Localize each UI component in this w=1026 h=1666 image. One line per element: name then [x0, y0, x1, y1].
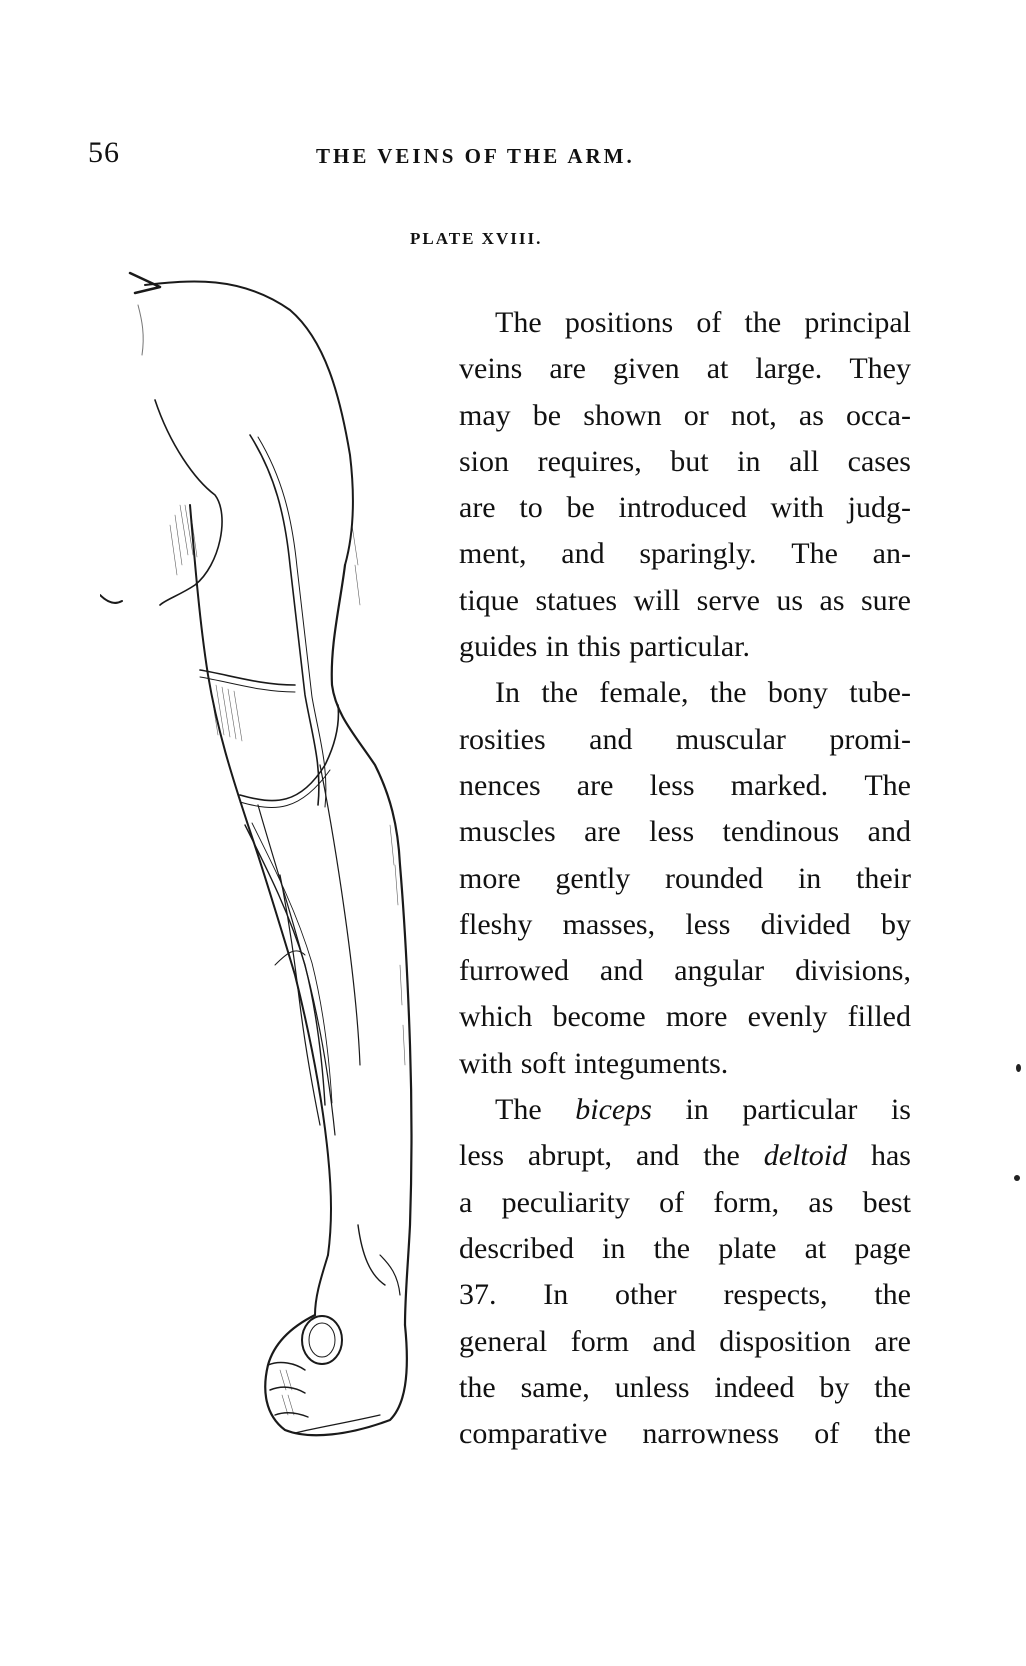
word: with	[770, 491, 824, 525]
word: the	[744, 306, 782, 339]
word: principal	[804, 306, 911, 339]
word: tique	[459, 583, 519, 617]
word: plate	[718, 1231, 777, 1265]
word: comparative	[459, 1417, 608, 1451]
word: of	[696, 306, 722, 339]
word: muscles	[459, 815, 556, 849]
word: general	[459, 1324, 548, 1358]
word: occa-	[846, 398, 911, 432]
word: The	[791, 537, 838, 571]
word: filled	[847, 1000, 911, 1034]
word: more	[665, 1000, 728, 1034]
word: tendinous	[722, 815, 840, 849]
word: sparingly.	[639, 537, 757, 571]
word: narrowness	[642, 1417, 780, 1451]
word: furrowed	[459, 954, 569, 988]
running-head: THE VEINS OF THE ARM.	[316, 144, 635, 168]
word: their	[855, 861, 911, 895]
word: In	[543, 1278, 569, 1312]
word: less	[685, 907, 731, 941]
word: statues	[535, 583, 618, 617]
word: us	[776, 583, 804, 617]
word: peculiarity	[501, 1185, 630, 1219]
word: shown	[583, 398, 662, 432]
word: evenly	[747, 1000, 828, 1034]
word: in	[602, 1231, 626, 1265]
word: but	[670, 444, 709, 478]
word: less	[459, 1139, 504, 1173]
text-line	[459, 902, 911, 948]
word: soft	[520, 1046, 566, 1080]
inner-arm-contour	[190, 505, 331, 1255]
word: angular	[674, 954, 765, 988]
word: masses,	[562, 907, 656, 941]
word: in	[685, 1093, 709, 1127]
word: biceps	[575, 1093, 652, 1127]
word: and	[652, 1324, 696, 1358]
word: unless	[614, 1370, 690, 1404]
word: are	[576, 768, 614, 802]
word: particular	[742, 1093, 858, 1127]
word: indeed	[714, 1370, 795, 1404]
word: as	[798, 398, 824, 432]
word: guides	[459, 630, 538, 664]
word: the	[703, 1139, 740, 1173]
word: by	[880, 907, 911, 941]
word: divided	[760, 907, 851, 941]
outer-arm-contour	[332, 565, 412, 1325]
word: 37.	[459, 1278, 497, 1312]
word: the	[874, 1370, 911, 1404]
text-line	[459, 485, 911, 531]
word: in	[737, 444, 761, 478]
word: other	[615, 1278, 677, 1312]
word: The	[495, 306, 542, 339]
word: tube-	[849, 676, 911, 710]
text-line	[459, 948, 911, 994]
chest-contour	[155, 400, 222, 605]
word: and	[867, 815, 911, 849]
word: become	[552, 1000, 646, 1034]
word: or	[683, 398, 709, 432]
word: large.	[755, 352, 823, 386]
word: less	[649, 815, 695, 849]
text-line	[459, 346, 911, 392]
page-number: 56	[88, 136, 120, 169]
word: sure	[860, 583, 911, 617]
word: respects,	[723, 1278, 828, 1312]
cephalic-vein	[250, 435, 319, 805]
word: at	[706, 352, 729, 386]
word: rosities	[459, 722, 546, 756]
word: to	[519, 491, 543, 525]
text-line	[459, 439, 911, 485]
text-line	[459, 1411, 911, 1457]
word: has	[870, 1139, 911, 1173]
word: given	[613, 352, 680, 386]
word: of	[814, 1417, 840, 1451]
word: at	[804, 1231, 827, 1265]
word: described	[459, 1231, 574, 1265]
median-branch	[200, 670, 295, 685]
word: be	[532, 398, 562, 432]
word: and	[599, 954, 644, 988]
forearm-vein-3	[320, 765, 360, 1065]
word: requires,	[537, 444, 642, 478]
word: will	[633, 583, 681, 617]
text-line	[459, 856, 911, 902]
wrist-contour	[315, 1255, 328, 1315]
text-line	[459, 300, 911, 346]
word: all	[789, 444, 820, 478]
text-line	[459, 1272, 911, 1318]
word: of	[659, 1185, 685, 1219]
word: disposition	[719, 1324, 851, 1358]
text-line	[459, 1041, 911, 1087]
word: same,	[520, 1370, 590, 1404]
word: are	[459, 491, 496, 525]
word: positions	[564, 306, 674, 339]
text-line	[459, 531, 911, 577]
text-line	[459, 1319, 911, 1365]
word: particular.	[629, 630, 750, 664]
word: is	[890, 1093, 911, 1127]
arm-veins-illustration	[100, 265, 450, 1455]
word: nences	[459, 768, 541, 802]
word: by	[819, 1370, 850, 1404]
text-line	[459, 809, 911, 855]
word: marked.	[730, 768, 829, 802]
word: a	[459, 1185, 473, 1219]
text-line	[459, 670, 911, 716]
word: gently	[555, 861, 631, 895]
word: as	[808, 1185, 834, 1219]
text-line	[459, 624, 911, 670]
text-line	[459, 1226, 911, 1272]
ink-speck	[1016, 1064, 1021, 1072]
text-line	[459, 578, 911, 624]
word: are	[874, 1324, 911, 1358]
word: The	[495, 1093, 542, 1127]
word: deltoid	[763, 1139, 848, 1173]
word: are	[549, 352, 586, 386]
word: are	[584, 815, 621, 849]
text-line	[459, 393, 911, 439]
word: an-	[872, 537, 911, 571]
word: the	[709, 676, 747, 710]
text-line	[459, 1133, 911, 1179]
text-line	[459, 763, 911, 809]
word: be	[566, 491, 595, 525]
word: form	[570, 1324, 630, 1358]
text-line	[459, 1087, 911, 1133]
word: the	[653, 1231, 691, 1265]
word: introduced	[618, 491, 747, 525]
text-line	[459, 717, 911, 763]
word: the	[459, 1370, 496, 1404]
word: abrupt,	[527, 1139, 613, 1173]
word: in	[797, 861, 822, 895]
word: which	[459, 1000, 533, 1034]
word: form,	[713, 1185, 780, 1219]
word: muscular	[675, 722, 786, 756]
word: ment,	[459, 537, 527, 571]
word: best	[862, 1185, 911, 1219]
plate-title: PLATE XVIII.	[410, 229, 543, 248]
word: divisions,	[795, 954, 911, 988]
word: more	[459, 861, 521, 895]
word: with	[459, 1046, 513, 1080]
word: and	[635, 1139, 680, 1173]
word: promi-	[829, 722, 911, 756]
word: cases	[847, 444, 911, 478]
word: in	[545, 630, 570, 664]
word: the	[541, 676, 579, 710]
word: rounded	[664, 861, 764, 895]
word: the	[874, 1417, 911, 1451]
word: may	[459, 398, 511, 432]
word: In	[495, 676, 520, 710]
word: female,	[599, 676, 689, 710]
word: as	[819, 583, 845, 617]
forearm-vein-1	[245, 825, 325, 1105]
body-text	[459, 300, 911, 1457]
fist-contour	[265, 1315, 407, 1435]
word: sion	[459, 444, 510, 478]
ink-speck	[1014, 1175, 1020, 1181]
word: veins	[459, 352, 523, 386]
word: and	[561, 537, 605, 571]
word: less	[649, 768, 695, 802]
word: They	[849, 352, 911, 386]
text-line	[459, 994, 911, 1040]
text-line	[459, 1180, 911, 1226]
word: page	[854, 1231, 911, 1265]
word: fleshy	[459, 907, 533, 941]
word: bony	[767, 676, 828, 710]
word: The	[864, 768, 911, 802]
word: judg-	[847, 491, 911, 525]
word: and	[589, 722, 633, 756]
word: not,	[730, 398, 777, 432]
word: integuments.	[574, 1046, 729, 1080]
text-line	[459, 1365, 911, 1411]
word: this	[577, 630, 621, 664]
word: serve	[696, 583, 760, 617]
word: the	[874, 1278, 911, 1312]
